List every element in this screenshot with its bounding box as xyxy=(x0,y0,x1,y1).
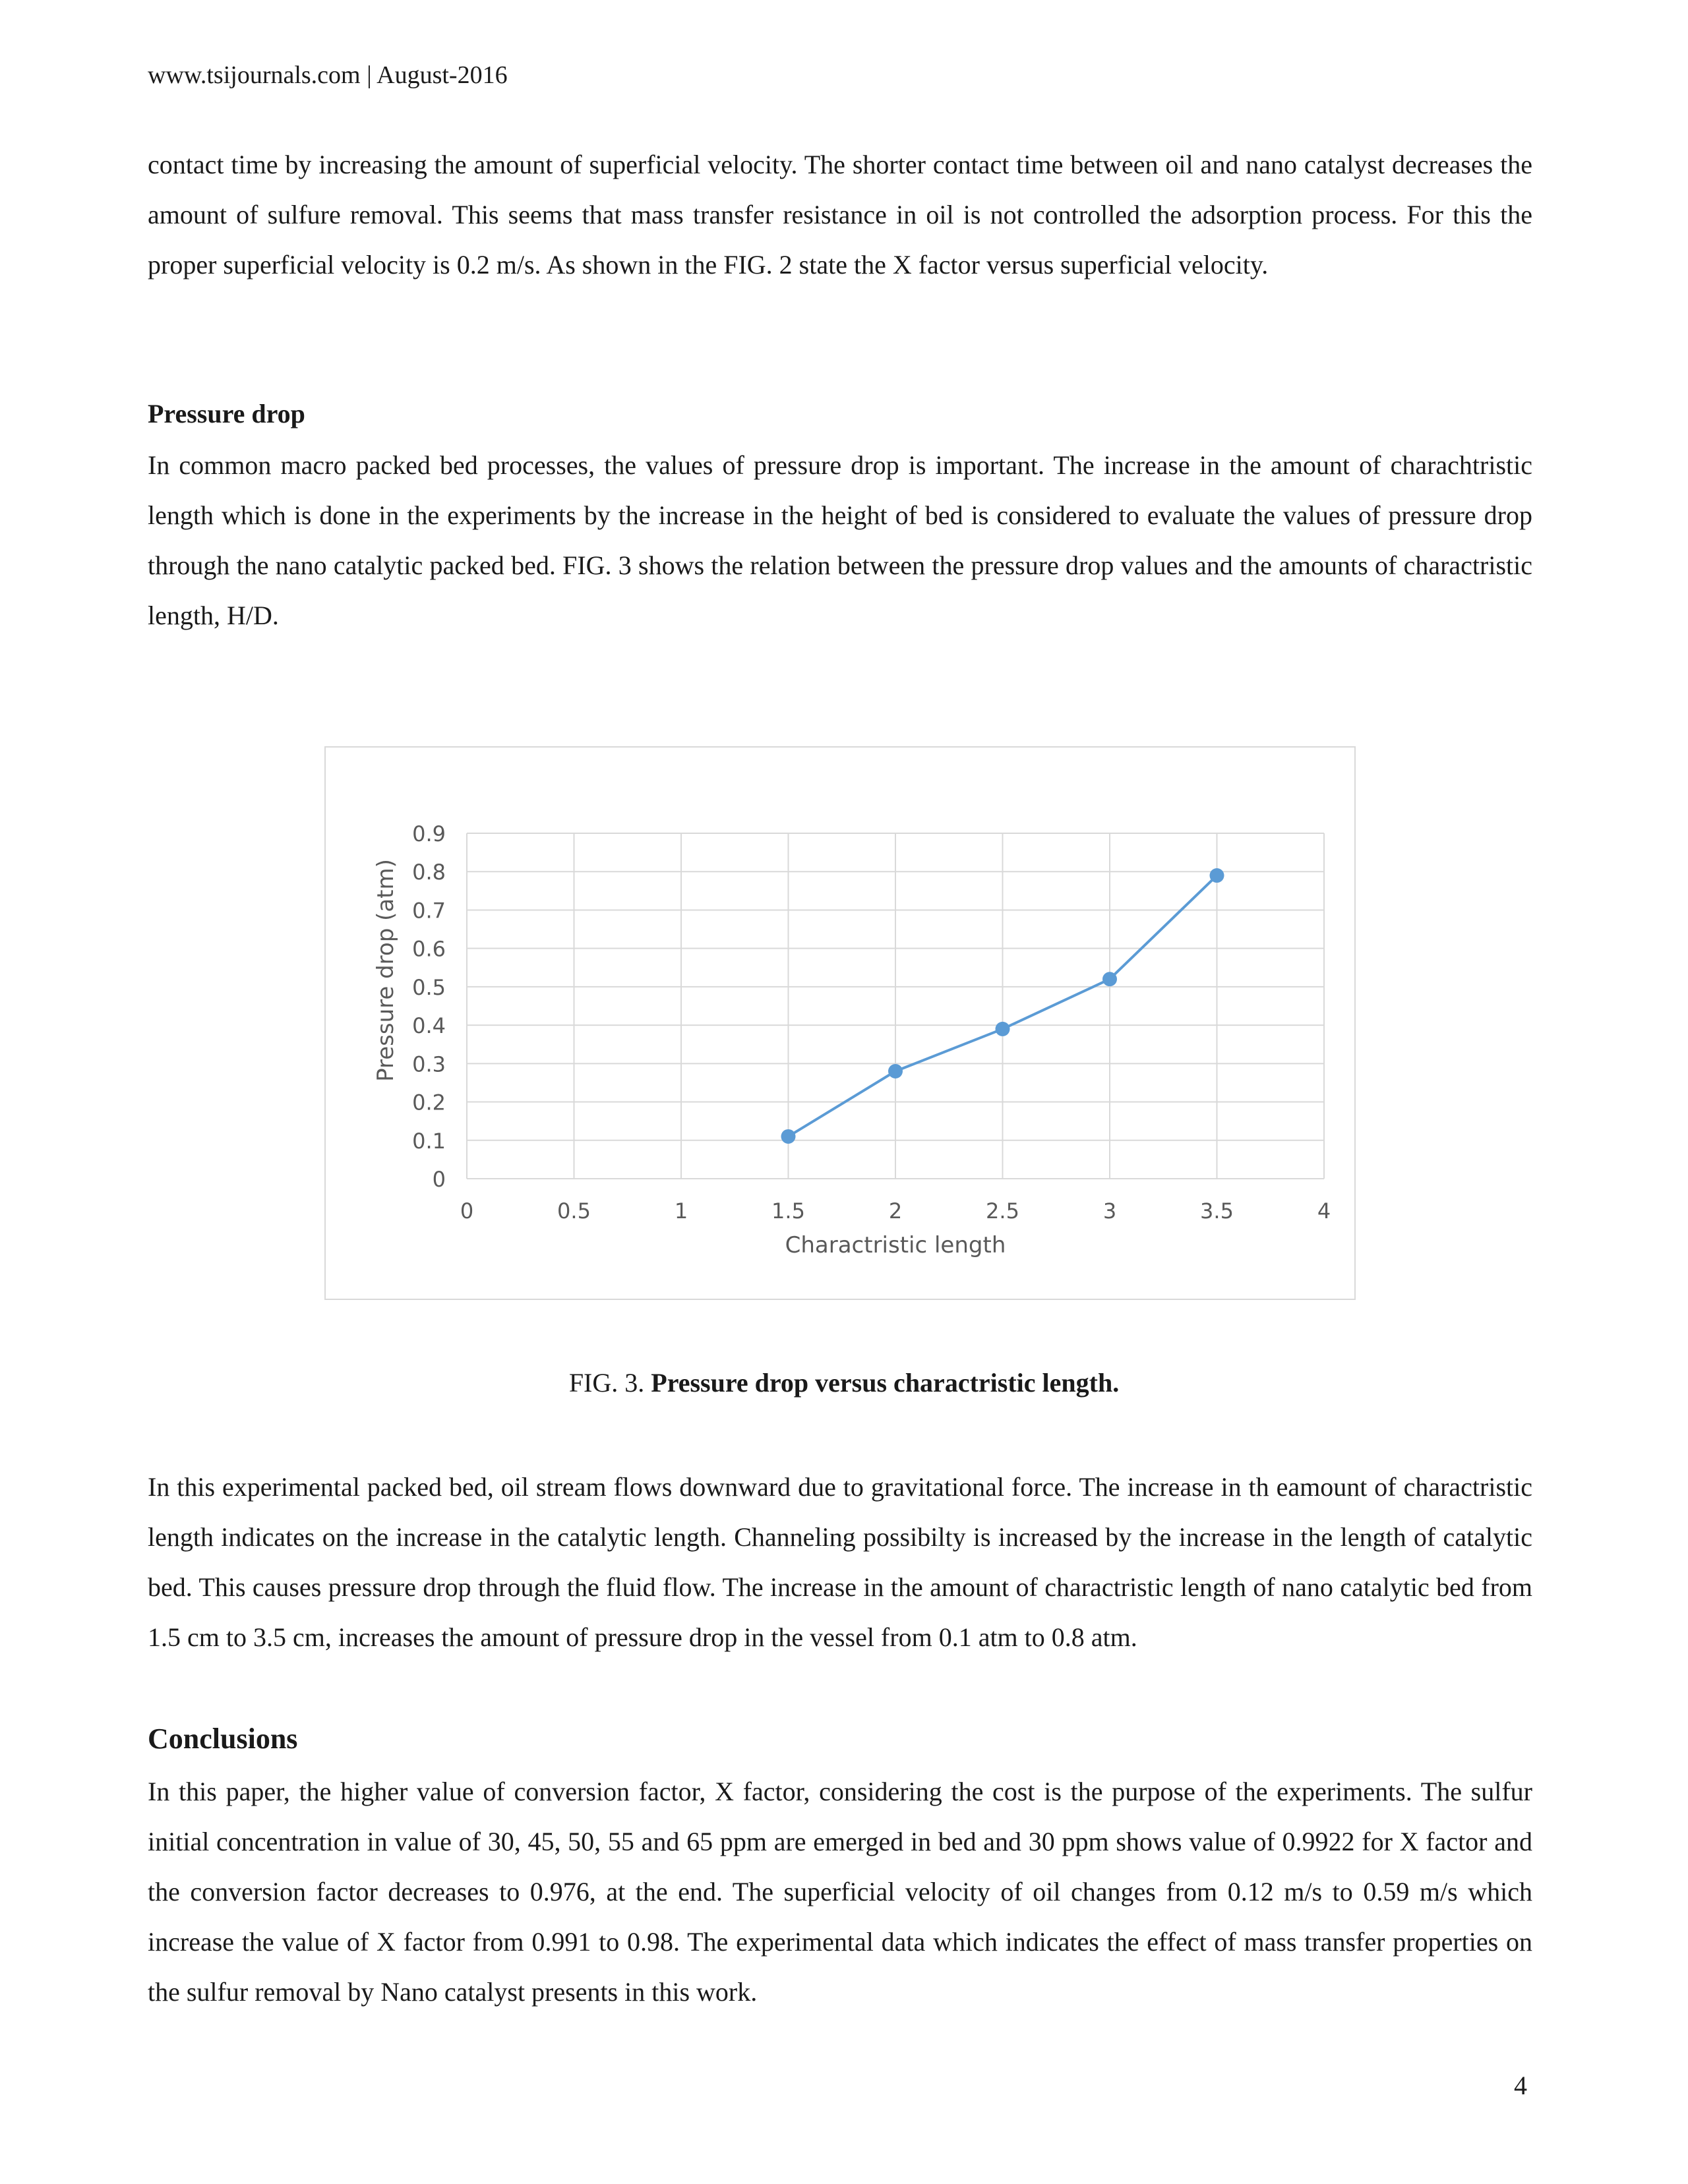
caption-prefix: FIG. 3. xyxy=(568,1368,645,1398)
body-paragraph-3: In this experimental packed bed, oil stream flows downward due to gravitational force. The increase in th eamount of charactristic length indicates on the increase in the catalytic length. Channeling possibilty is increased by the increase in the length of catalytic bed. This causes pressure drop through the fluid flow. The increase in the amount of charactristic length of nano catalytic bed from 1.5 cm to 3.5 cm, increases the amount of pressure drop in the vessel from 0.1 atm to 0.8 atm. xyxy=(148,1472,1532,1652)
figure-3 xyxy=(324,746,1356,1300)
x-tick-label: 3.5 xyxy=(1200,1198,1234,1224)
y-tick-label: 0 xyxy=(432,1167,446,1192)
y-tick-label: 0.2 xyxy=(412,1090,446,1115)
data-point xyxy=(888,1064,903,1078)
journal-header: www.tsijournals.com | August-2016 xyxy=(148,61,508,89)
y-tick-label: 0.5 xyxy=(412,974,446,1000)
pressure-drop-chart xyxy=(324,746,1356,1300)
x-tick-label: 0.5 xyxy=(557,1198,591,1224)
y-tick-label: 0.9 xyxy=(412,821,446,846)
x-tick-label: 1.5 xyxy=(771,1198,805,1224)
y-tick-label: 0.6 xyxy=(412,936,446,962)
section-heading-conclusions: Conclusions xyxy=(148,1723,298,1755)
y-tick-label: 0.8 xyxy=(412,860,446,885)
x-axis-label: Charactristic length xyxy=(785,1232,1006,1258)
x-tick-label: 2 xyxy=(888,1198,903,1224)
body-paragraph-4: In this paper, the higher value of conversion factor, X factor, considering the cost is the purpose of the experiments. The sulfur initial concentration in value of 30, 45, 50, 55 and 65 ppm are emerged in bed and 30 ppm shows value of 0.9922 for X factor and the conversion factor decreases to 0.976, at the end. The superficial velocity of oil changes from 0.12 m/s to 0.59 m/s which increase the value of X factor from 0.991 to 0.98. The experimental data which indicates the effect of mass transfer properties on the sulfur removal by Nano catalyst presents in this work. xyxy=(148,1777,1532,2007)
figure-caption xyxy=(0,1367,1688,1398)
caption-title: Pressure drop versus charactristic length. xyxy=(651,1368,1120,1398)
x-tick-label: 4 xyxy=(1317,1198,1331,1224)
section-heading-pressure-drop: Pressure drop xyxy=(148,399,305,428)
x-tick-label: 0 xyxy=(460,1198,474,1224)
page-number: 4 xyxy=(1514,2071,1527,2100)
x-tick-label: 2.5 xyxy=(986,1198,1019,1224)
y-axis-label: Pressure drop (atm) xyxy=(373,859,399,1082)
y-tick-label: 0.3 xyxy=(412,1051,446,1077)
data-point xyxy=(1102,972,1117,986)
body-paragraph-1: contact time by increasing the amount of superficial velocity. The shorter contact time between oil and nano catalyst decreases the amount of sulfure removal. This seems that mass transfer resistance in oil is not controlled the adsorption process. For this the proper superficial velocity is 0.2 m/s. As shown in the FIG. 2 state the X factor versus superficial velocity. xyxy=(148,150,1532,280)
data-point xyxy=(781,1129,796,1144)
data-point xyxy=(996,1022,1010,1036)
y-tick-label: 0.1 xyxy=(412,1128,446,1154)
data-point xyxy=(1210,868,1224,883)
x-tick-label: 1 xyxy=(674,1198,688,1224)
x-tick-label: 3 xyxy=(1102,1198,1117,1224)
y-tick-label: 0.4 xyxy=(412,1013,446,1039)
y-tick-label: 0.7 xyxy=(412,898,446,924)
body-paragraph-2: In common macro packed bed processes, the values of pressure drop is important. The increase in the amount of charachtristic length which is done in the experiments by the increase in the height of bed is considered to evaluate the values of pressure drop through the nano catalytic packed bed. FIG. 3 shows the relation between the pressure drop values and the amounts of charactristic length, H/D. xyxy=(148,450,1532,630)
